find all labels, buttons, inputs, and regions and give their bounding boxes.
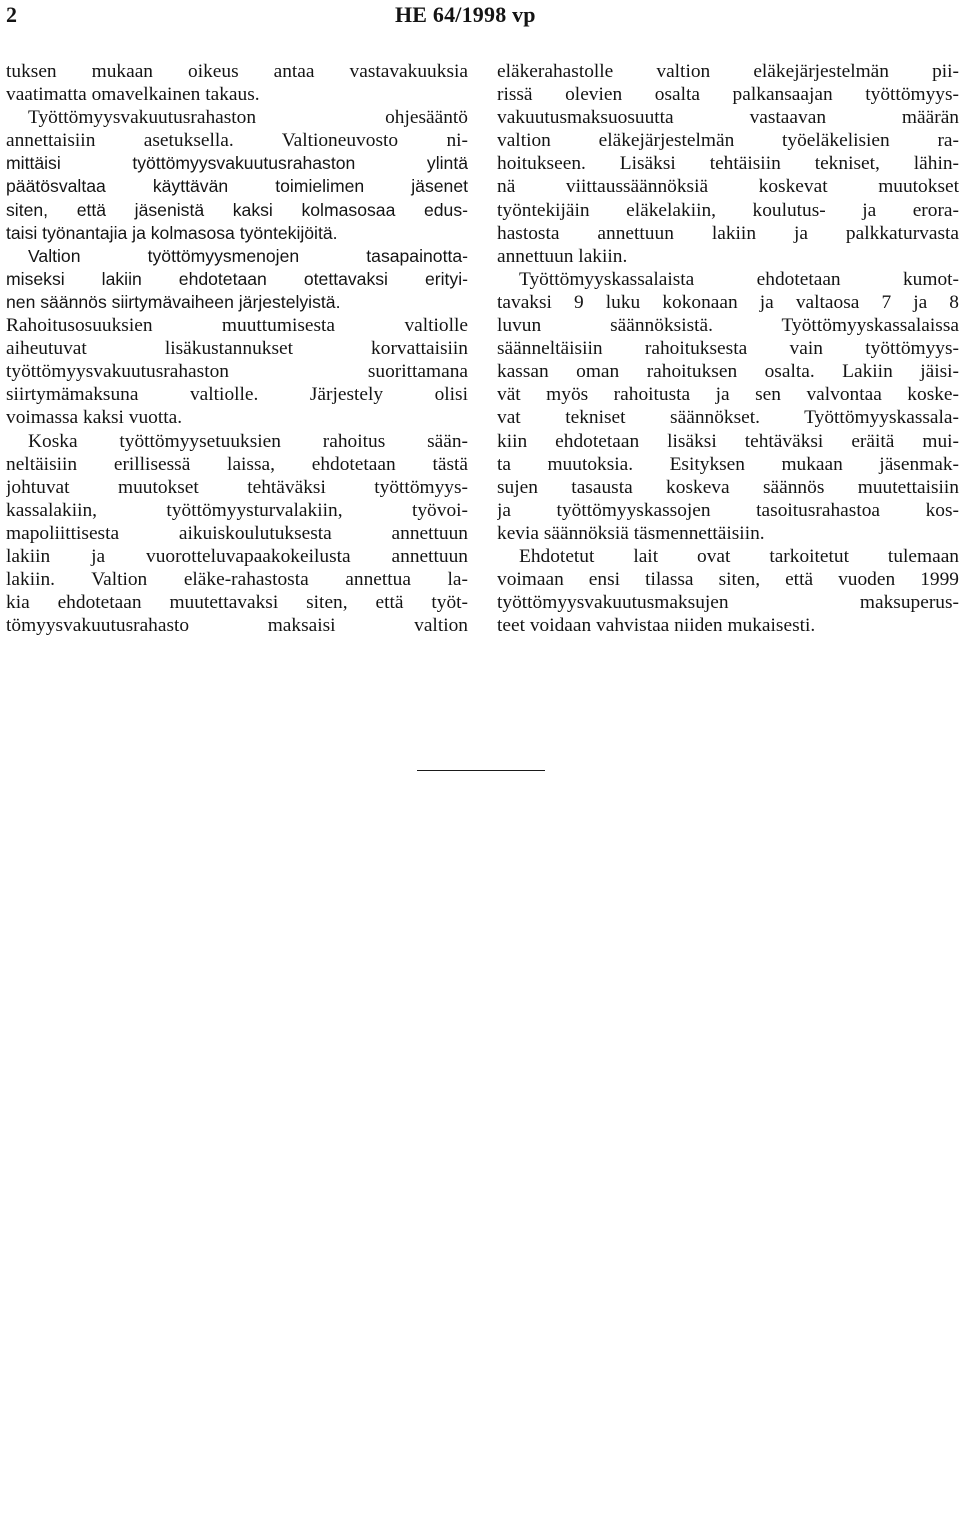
text-line: kiin ehdotetaan lisäksi tehtäväksi eräitä mui- [497,430,959,452]
text-line: Ehdotetut lait ovat tarkoitetut tulemaan [519,545,959,567]
text-line: kassalakiin, työttömyysturvalakiin, työvoi- [6,499,468,521]
text-line: tömyysvakuutusrahasto maksaisi valtion [6,615,468,637]
text-line: lakiin ja vuorotteluvapaakokeilusta annettuun [6,545,468,567]
text-line: tuksen mukaan oikeus antaa vastavakuuksia [6,61,468,82]
text-line: ta muutoksia. Esityksen mukaan jäsenmak- [497,453,959,475]
text-line: Työttömyysvakuutusrahaston ohjesääntö [28,107,468,129]
text-line: teet voidaan vahvistaa niiden mukaisesti. [497,615,816,637]
text-line: annettuun lakiin. [497,245,628,267]
text-line: työntekijäin eläkelakiin, koulutus- ja erora- [497,199,959,221]
text-line: Valtion työttömyysmenojen tasapainotta- [28,245,468,266]
page-number: 2 [6,2,17,27]
text-line: hastosta annettuun lakiin ja palkkaturvasta [497,222,959,244]
text-line: lakiin. Valtion eläke-rahastosta annettua la- [6,569,468,591]
text-line: nä viittaussäännöksiä koskevat muutokset [497,176,959,198]
text-line: neltäisiin erillisessä laissa, ehdotetaan tästä [6,453,468,475]
text-line: voimaan ensi tilassa siten, että vuoden 1999 [497,569,959,591]
text-line: nen säännös siirtymävaiheen järjestelyistä. [6,291,341,312]
text-line: vät myös rahoitusta ja sen valvontaa koske- [497,384,959,406]
text-line: Koska työttömyysetuuksien rahoitus sään- [28,430,468,452]
text-line: Työttömyyskassalaista ehdotetaan kumot- [519,268,959,290]
text-line: kevia säännöksiä täsmennettäisiin. [497,522,765,544]
document-id-header: HE 64/1998 vp [395,2,536,27]
text-line: päätösvaltaa käyttävän toimielimen jäsenet [6,176,468,197]
text-line: miseksi lakiin ehdotetaan otettavaksi erityi- [6,268,468,289]
section-divider-rule [417,770,545,771]
text-line: siirtymämaksuna valtiolle. Järjestely olisi [6,384,468,406]
text-line: sujen tasausta koskeva säännös muutettaisiin [497,476,959,498]
text-line: säänneltäisiin rahoituksesta vain työttömyys- [497,338,959,360]
text-line: mittäisi työttömyysvakuutusrahaston ylintä [6,153,468,174]
text-line: eläkerahastolle valtion eläkejärjestelmän pii- [497,61,959,82]
text-line: kassan oman rahoituksen osalta. Lakiin jäisi- [497,361,959,383]
text-line: taisi työnantajia ja kolmasosa työntekijöitä. [6,222,338,243]
text-line: voimassa kaksi vuotta. [6,407,183,429]
text-line: siten, että jäsenistä kaksi kolmasosaa edus- [6,199,468,220]
text-line: vakuutusmaksuosuutta vastaavan määrän [497,107,959,129]
text-line: rissä olevien osalta palkansaajan työttömyys- [497,84,959,106]
text-line: johtuvat muutokset tehtäväksi työttömyys- [6,476,468,498]
text-line: tavaksi 9 luku kokonaan ja valtaosa 7 ja 8 [497,291,959,313]
text-line: Rahoitusosuuksien muuttumisesta valtiolle [6,315,468,337]
text-line: työttömyysvakuutusrahaston suorittamana [6,361,468,383]
text-line: työttömyysvakuutusmaksujen maksuperus- [497,592,959,614]
text-line: hoitukseen. Lisäksi tehtäisiin tekniset, lähin- [497,153,959,175]
text-line: vat tekniset säännökset. Työttömyyskassala- [497,407,959,429]
text-line: valtion eläkejärjestelmän työeläkelisien ra- [497,130,959,152]
text-line: ja työttömyyskassojen tasoitusrahastoa kos- [497,499,959,521]
text-line: annettaisiin asetuksella. Valtioneuvosto ni- [6,130,468,152]
right-text-column [497,60,959,637]
text-line: kia ehdotetaan muutettavaksi siten, että työt- [6,592,468,614]
text-line: aiheutuvat lisäkustannukset korvattaisiin [6,338,468,360]
text-line: luvun säännöksistä. Työttömyyskassalaissa [497,315,959,337]
text-line: vaatimatta omavelkainen takaus. [6,84,260,106]
text-line: mapoliittisesta aikuiskoulutuksesta annettuun [6,522,468,544]
left-text-column [6,60,468,637]
